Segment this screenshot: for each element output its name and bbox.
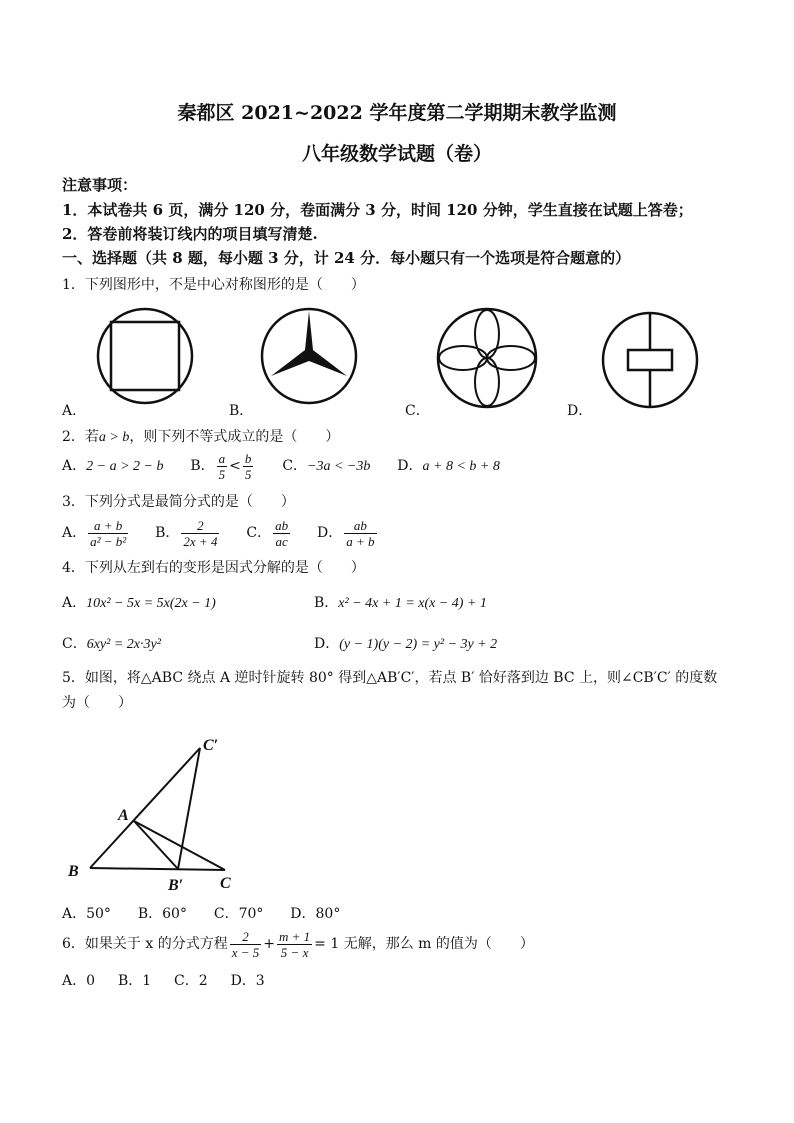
q2-stem-pre: 2．若 [62, 429, 99, 445]
q6-option-a: A．0 [62, 973, 96, 989]
q2-option-a-label: A． [62, 458, 87, 474]
q5-label-b-prime: B′ [168, 877, 184, 894]
q2-option-d-label: D． [397, 458, 423, 474]
q4-option-d: D．(y − 1)(y − 2) = y² − 3y + 2 [314, 636, 498, 652]
q3-option-b-label: B． [155, 525, 180, 541]
notes-item-1: 1．本试卷共 6 页，满分 120 分，卷面满分 3 分，时间 120 分钟，学生直接在试题上答卷； [62, 201, 693, 219]
exam-title: 秦都区 2021~2022 学年度第二学期期末教学监测 [177, 102, 617, 124]
q6-option-d: D．3 [230, 973, 265, 989]
q6-stem-pre: 6．如果关于 x 的分式方程 [62, 936, 228, 952]
notes-item-2: 2．答卷前将装订线内的项目填写清楚. [62, 225, 318, 243]
q1-stem: 1．下列图形中，不是中心对称图形的是（ ） [62, 277, 365, 293]
q1-figure-a [95, 306, 195, 406]
q3-option-d-label: D． [316, 525, 343, 541]
q3-option-c-label: C． [246, 525, 272, 541]
q5-label-b: B [68, 863, 79, 880]
q1-label-c: C． [405, 403, 430, 419]
q5-option-b: B．60° [137, 906, 187, 922]
q1-label-a: A． [62, 403, 87, 419]
q5-stem-line2: 为（ ） [62, 695, 132, 711]
q3-option-a: $\frac{a + b}{\text{a² − b²}}$ [90, 517, 127, 549]
q2-option-c-label: C． [282, 458, 308, 474]
q5-label-c: C [220, 875, 231, 892]
q2-option-b-label: B． [190, 458, 215, 474]
q6-frac-1: $\frac{2}{x - 5}$ [231, 928, 260, 960]
q3-stem: 3．下列分式是最简分式的是（ ） [62, 494, 295, 510]
q6-stem [62, 924, 534, 964]
q2-stem-post: ，则下列不等式成立的是（ ） [129, 429, 340, 445]
q1-figure-d [600, 310, 700, 410]
q4-stem: 4．下列从左到右的变形是因式分解的是（ ） [62, 560, 365, 576]
section1-heading: 一、选择题（共 8 题，每小题 3 分，计 24 分．每小题只有一个选项是符合题意的） [62, 249, 631, 267]
q5-option-d: D．80° [290, 906, 341, 922]
q5-label-c-prime: C′ [203, 737, 219, 754]
q2-option-a: 2 − a > 2 − b [86, 459, 164, 474]
q4-option-b: B．x² − 4x + 1 = x(x − 4) + 1 [314, 595, 487, 611]
q4-option-a: A．10x² − 5x = 5x(2x − 1) [62, 595, 216, 611]
q2-condition: a > b [98, 430, 130, 445]
q1-label-d: D． [567, 403, 593, 419]
q2-option-c: −3a < −3b [307, 459, 371, 474]
q1-label-b: B． [229, 403, 254, 419]
q3-option-d: $\frac{ab}{a + b}$ [346, 517, 375, 549]
q5-label-a: A [118, 807, 129, 824]
q6-plus: + [263, 936, 275, 952]
q6-stem-post: = 1 无解，那么 m 的值为（ ） [314, 936, 534, 952]
q3-option-b: $\frac{2}{2x + 4}$ [183, 517, 218, 549]
q2-stem [62, 426, 339, 446]
q5-triangle-figure [60, 730, 260, 900]
exam-subtitle: 八年级数学试题（卷） [301, 143, 492, 165]
q2-options [62, 450, 500, 482]
q5-stem-line1: 5．如图，将△ABC 绕点 A 逆时针旋转 80° 得到△AB′C′，若点 B′ 恰好落到边 BC 上，则∠CB′C′ 的度数 [62, 670, 718, 686]
q2-option-b-frac2: $\frac{b}{5}$ [244, 450, 252, 482]
q1-figure-b [259, 306, 359, 406]
q5-option-c: C．70° [213, 906, 264, 922]
q6-options [62, 970, 265, 990]
q1-figure-c [435, 306, 539, 410]
q6-option-c: C．2 [174, 973, 208, 989]
q2-option-b-frac1: $\frac{a}{5}$ [218, 450, 226, 482]
q5-options [62, 903, 340, 923]
q2-option-d: a + 8 < b + 8 [422, 459, 500, 474]
q3-option-c: $\frac{ab}{ac}$ [275, 517, 289, 549]
q6-frac-2: $\frac{m + 1}{5 - x}$ [278, 928, 311, 960]
q4-option-c: C．6xy² = 2x·3y² [62, 636, 161, 652]
q2-option-b-lt: < [229, 458, 241, 474]
notes-heading: 注意事项： [62, 176, 138, 194]
q3-options [62, 514, 379, 552]
q3-option-a-label: A． [62, 525, 87, 541]
q6-option-b: B．1 [117, 973, 152, 989]
q5-option-a: A．50° [62, 906, 111, 922]
